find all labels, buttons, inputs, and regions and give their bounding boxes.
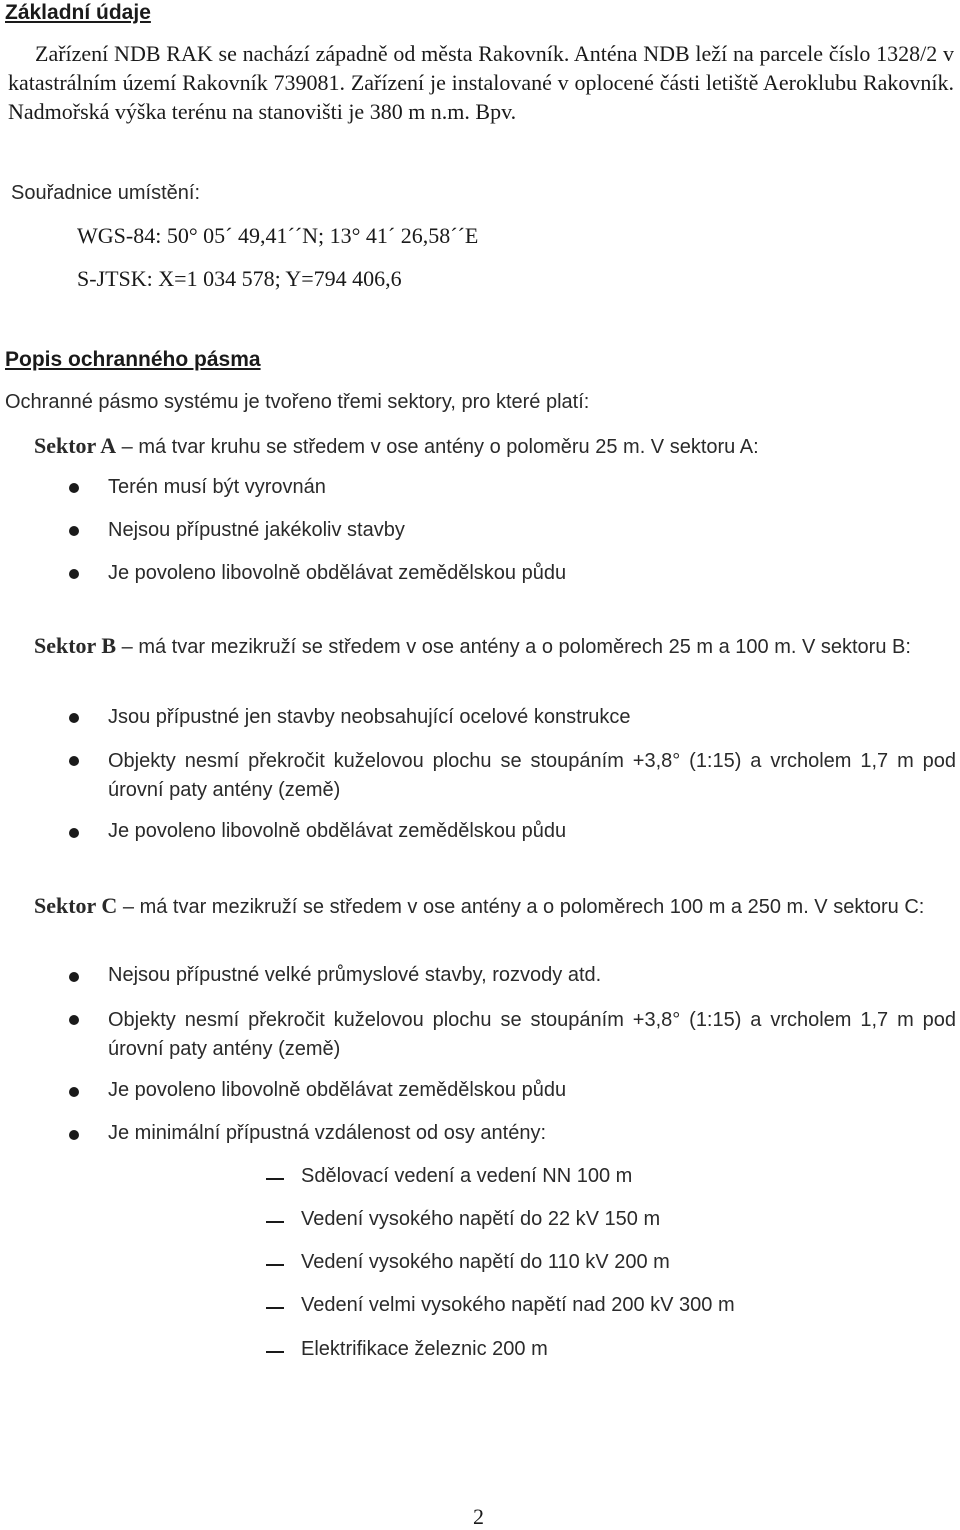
bullet-icon [69,713,79,723]
sector-c-item: Nejsou přípustné velké průmyslové stavby, rozvody atd. [108,964,602,986]
section-title-zone: Popis ochranného pásma [5,348,261,371]
sector-a-item: Terén musí být vyrovnán [108,476,326,498]
basic-paragraph: Zařízení NDB RAK se nachází západně od města Rakovník. Anténa NDB leží na parcele číslo 1328/2 v katastrálním území Rakovník 739081. Zařízení je instalované v oplocené části letiště Aeroklubu Rakovník. Nadmořská výška terénu na stanovišti je 380 m n.m. Bpv. [8,41,954,124]
bullet-icon [69,1130,79,1140]
sector-c-heading [7,890,957,923]
coords-label: Souřadnice umístění: [11,182,200,204]
distance-item: Vedení vysokého napětí do 22 kV 150 m [301,1208,661,1230]
bullet-icon [69,569,79,579]
dash-icon [266,1307,284,1309]
sector-c-name: Sektor C [34,893,118,918]
sector-a-item: Nejsou přípustné jakékoliv stavby [108,519,405,541]
dash-icon [266,1221,284,1223]
bullet-icon [69,972,79,982]
sector-b-name: Sektor B [34,633,117,658]
distance-item: Sdělovací vedení a vedení NN 100 m [301,1165,633,1187]
bullet-icon [69,1015,79,1025]
distance-item: Vedení velmi vysokého napětí nad 200 kV 300 m [301,1294,735,1316]
distance-item: Elektrifikace železnic 200 m [301,1338,548,1360]
bullet-icon [69,483,79,493]
distance-item: Vedení vysokého napětí do 110 kV 200 m [301,1251,670,1273]
dash-icon [266,1178,284,1180]
sector-b-item: Objekty nesmí překročit kuželovou plochu se stoupáním +3,8° (1:15) a vrcholem 1,7 m pod úrovní paty antény (země) [108,750,956,801]
page-number: 2 [473,1504,484,1529]
bullet-icon [69,526,79,536]
sector-c-text: – má tvar mezikruží se středem v ose antény a o poloměrech 100 m a 250 m. V sektoru C: [117,896,925,918]
sector-b-text: – má tvar mezikruží se středem v ose antény a o poloměrech 25 m a 100 m. V sektoru B: [116,636,911,658]
sector-a-item: Je povoleno libovolně obdělávat zemědělskou půdu [108,562,567,584]
bullet-icon [69,1087,79,1097]
sector-b-item: Je povoleno libovolně obdělávat zemědělskou půdu [108,820,567,842]
sector-c-item: Je povoleno libovolně obdělávat zemědělskou půdu [108,1079,567,1101]
sector-a-heading [34,433,759,459]
sector-a-name: Sektor A [34,433,117,458]
sector-a-text: – má tvar kruhu se středem v ose antény o poloměru 25 m. V sektoru A: [116,436,759,458]
bullet-icon [69,828,79,838]
sector-b-item: Jsou přípustné jen stavby neobsahující ocelové konstrukce [108,706,631,728]
sector-c-item: Objekty nesmí překročit kuželovou plochu se stoupáním +3,8° (1:15) a vrcholem 1,7 m pod úrovní paty antény (země) [108,1009,956,1060]
dash-icon [266,1351,284,1353]
section-title-basic: Základní údaje [5,1,151,24]
sector-c-item: Je minimální přípustná vzdálenost od osy antény: [108,1122,547,1144]
dash-icon [266,1264,284,1266]
sector-b-heading [7,630,957,663]
bullet-icon [69,756,79,766]
zone-intro: Ochranné pásmo systému je tvořeno třemi sektory, pro které platí: [5,391,590,413]
coords-wgs84: WGS-84: 50° 05´ 49,41´´N; 13° 41´ 26,58´´E [77,223,479,248]
coords-sjtsk: S-JTSK: X=1 034 578; Y=794 406,6 [77,266,402,291]
